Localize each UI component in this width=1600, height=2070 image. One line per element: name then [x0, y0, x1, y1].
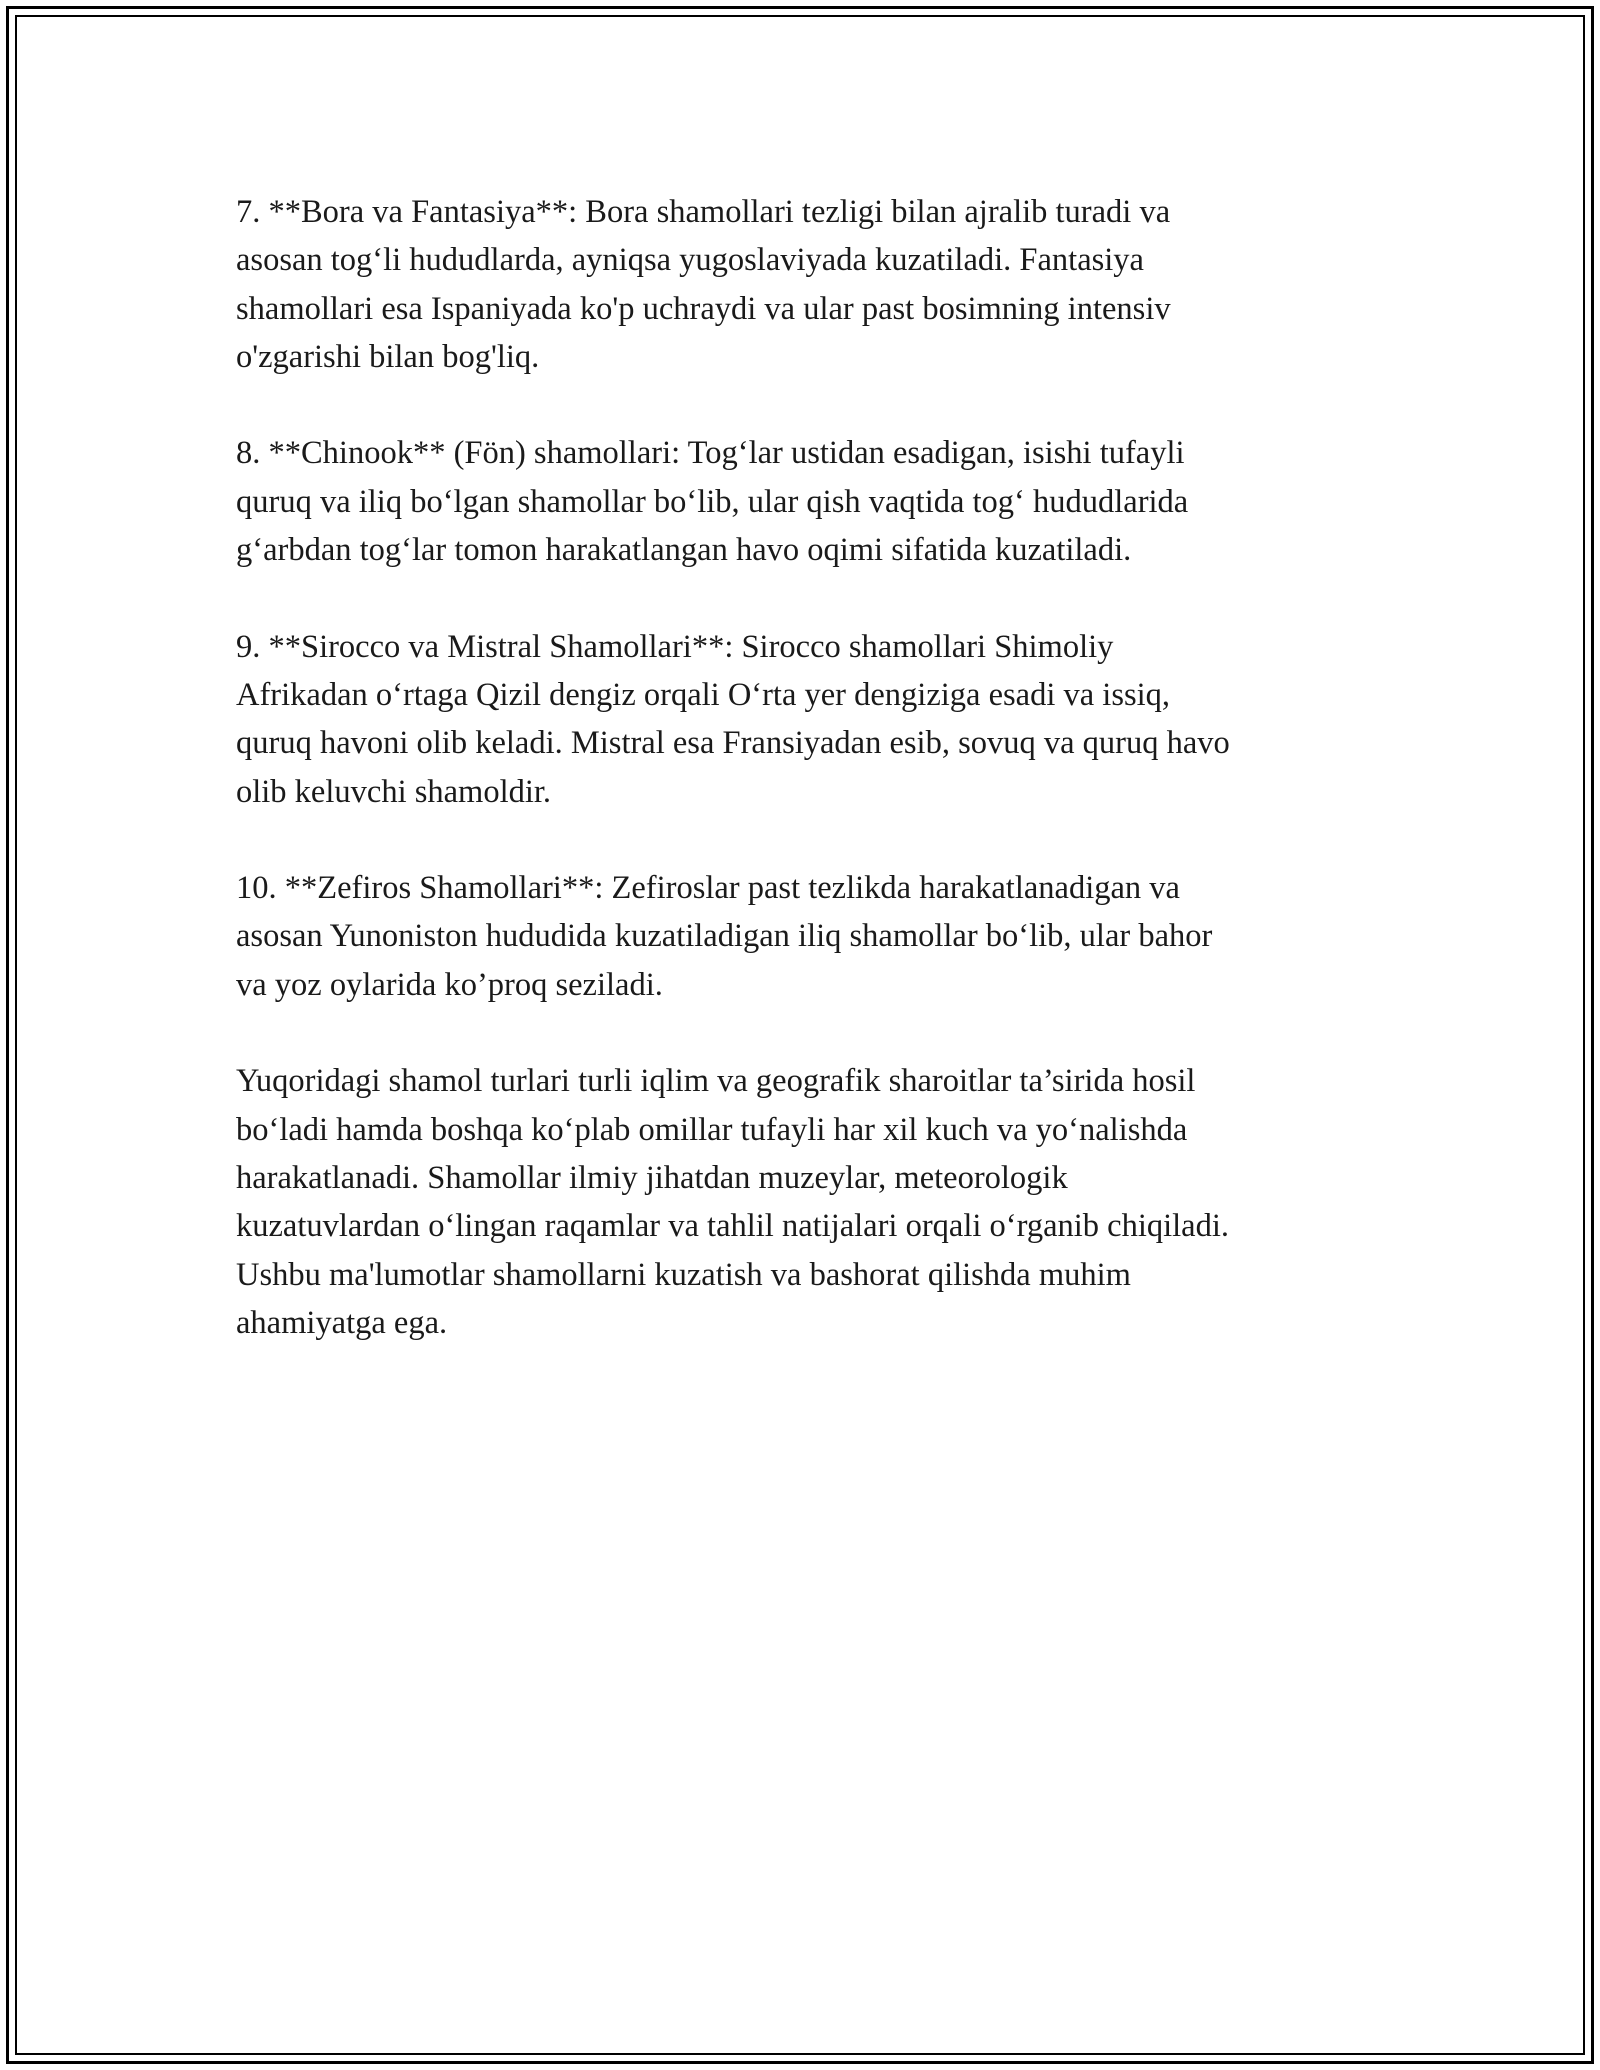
text-line: kuzatuvlardan o‘lingan raqamlar va tahlil natijalari orqali o‘rganib chiqiladi. — [236, 1208, 1229, 1245]
text-line: Afrikadan o‘rtaga Qizil dengiz orqali O‘rta yer dengiziga esadi va issiq, — [236, 676, 1171, 713]
text-line: 7. **Bora va Fantasiya**: Bora shamollari tezligi bilan ajralib turadi va — [236, 194, 1171, 230]
paragraph-conclusion — [236, 1057, 1376, 1347]
text-line: quruq va iliq bo‘lgan shamollar bo‘lib, ular qish vaqtida tog‘ hududlarida — [236, 483, 1189, 520]
text-line: Ushbu ma'lumotlar shamollarni kuzatish va bashorat qilishda muhim — [236, 1256, 1131, 1293]
paragraph-bora-fantasiya — [236, 188, 1376, 381]
text-line: g‘arbdan tog‘lar tomon harakatlangan havo oqimi sifatida kuzatiladi. — [236, 532, 1132, 569]
text-line: 8. **Chinook** (Fön) shamollari: Tog‘lar ustidan esadigan, isishi tufayli — [236, 435, 1185, 472]
paragraph-zefiros — [236, 864, 1376, 1009]
text-line: 9. **Sirocco va Mistral Shamollari**: Sirocco shamollari Shimoliy — [236, 628, 1114, 665]
text-line: shamollari esa Ispaniyada ko'p uchraydi va ular past bosimning intensiv — [236, 290, 1171, 327]
text-line: asosan tog‘li hududlarda, ayniqsa yugoslaviyada kuzatiladi. Fantasiya — [236, 242, 1144, 279]
paragraph-chinook — [236, 429, 1376, 574]
paragraph-sirocco-mistral — [236, 623, 1376, 816]
text-line: Yuqoridagi shamol turlari turli iqlim va geografik sharoitlar ta’sirida hosil — [236, 1063, 1196, 1100]
text-line: bo‘ladi hamda boshqa ko‘plab omillar tufayli har xil kuch va yo‘nalishda — [236, 1111, 1188, 1148]
text-line: 10. **Zefiros Shamollari**: Zefiroslar past tezlikda harakatlanadigan va — [236, 870, 1180, 907]
text-line: harakatlanadi. Shamollar ilmiy jihatdan muzeylar, meteorologik — [236, 1159, 1068, 1196]
text-line: o'zgarishi bilan bog'liq. — [236, 338, 540, 375]
text-line: olib keluvchi shamoldir. — [236, 773, 552, 810]
document-body — [236, 188, 1376, 1395]
text-line: va yoz oylarida ko’proq seziladi. — [236, 966, 663, 1003]
text-line: quruq havoni olib keladi. Mistral esa Fransiyadan esib, sovuq va quruq havo — [236, 725, 1230, 762]
text-line: ahamiyatga ega. — [236, 1304, 448, 1341]
text-line: asosan Yunoniston hududida kuzatiladigan iliq shamollar bo‘lib, ular bahor — [236, 918, 1213, 955]
